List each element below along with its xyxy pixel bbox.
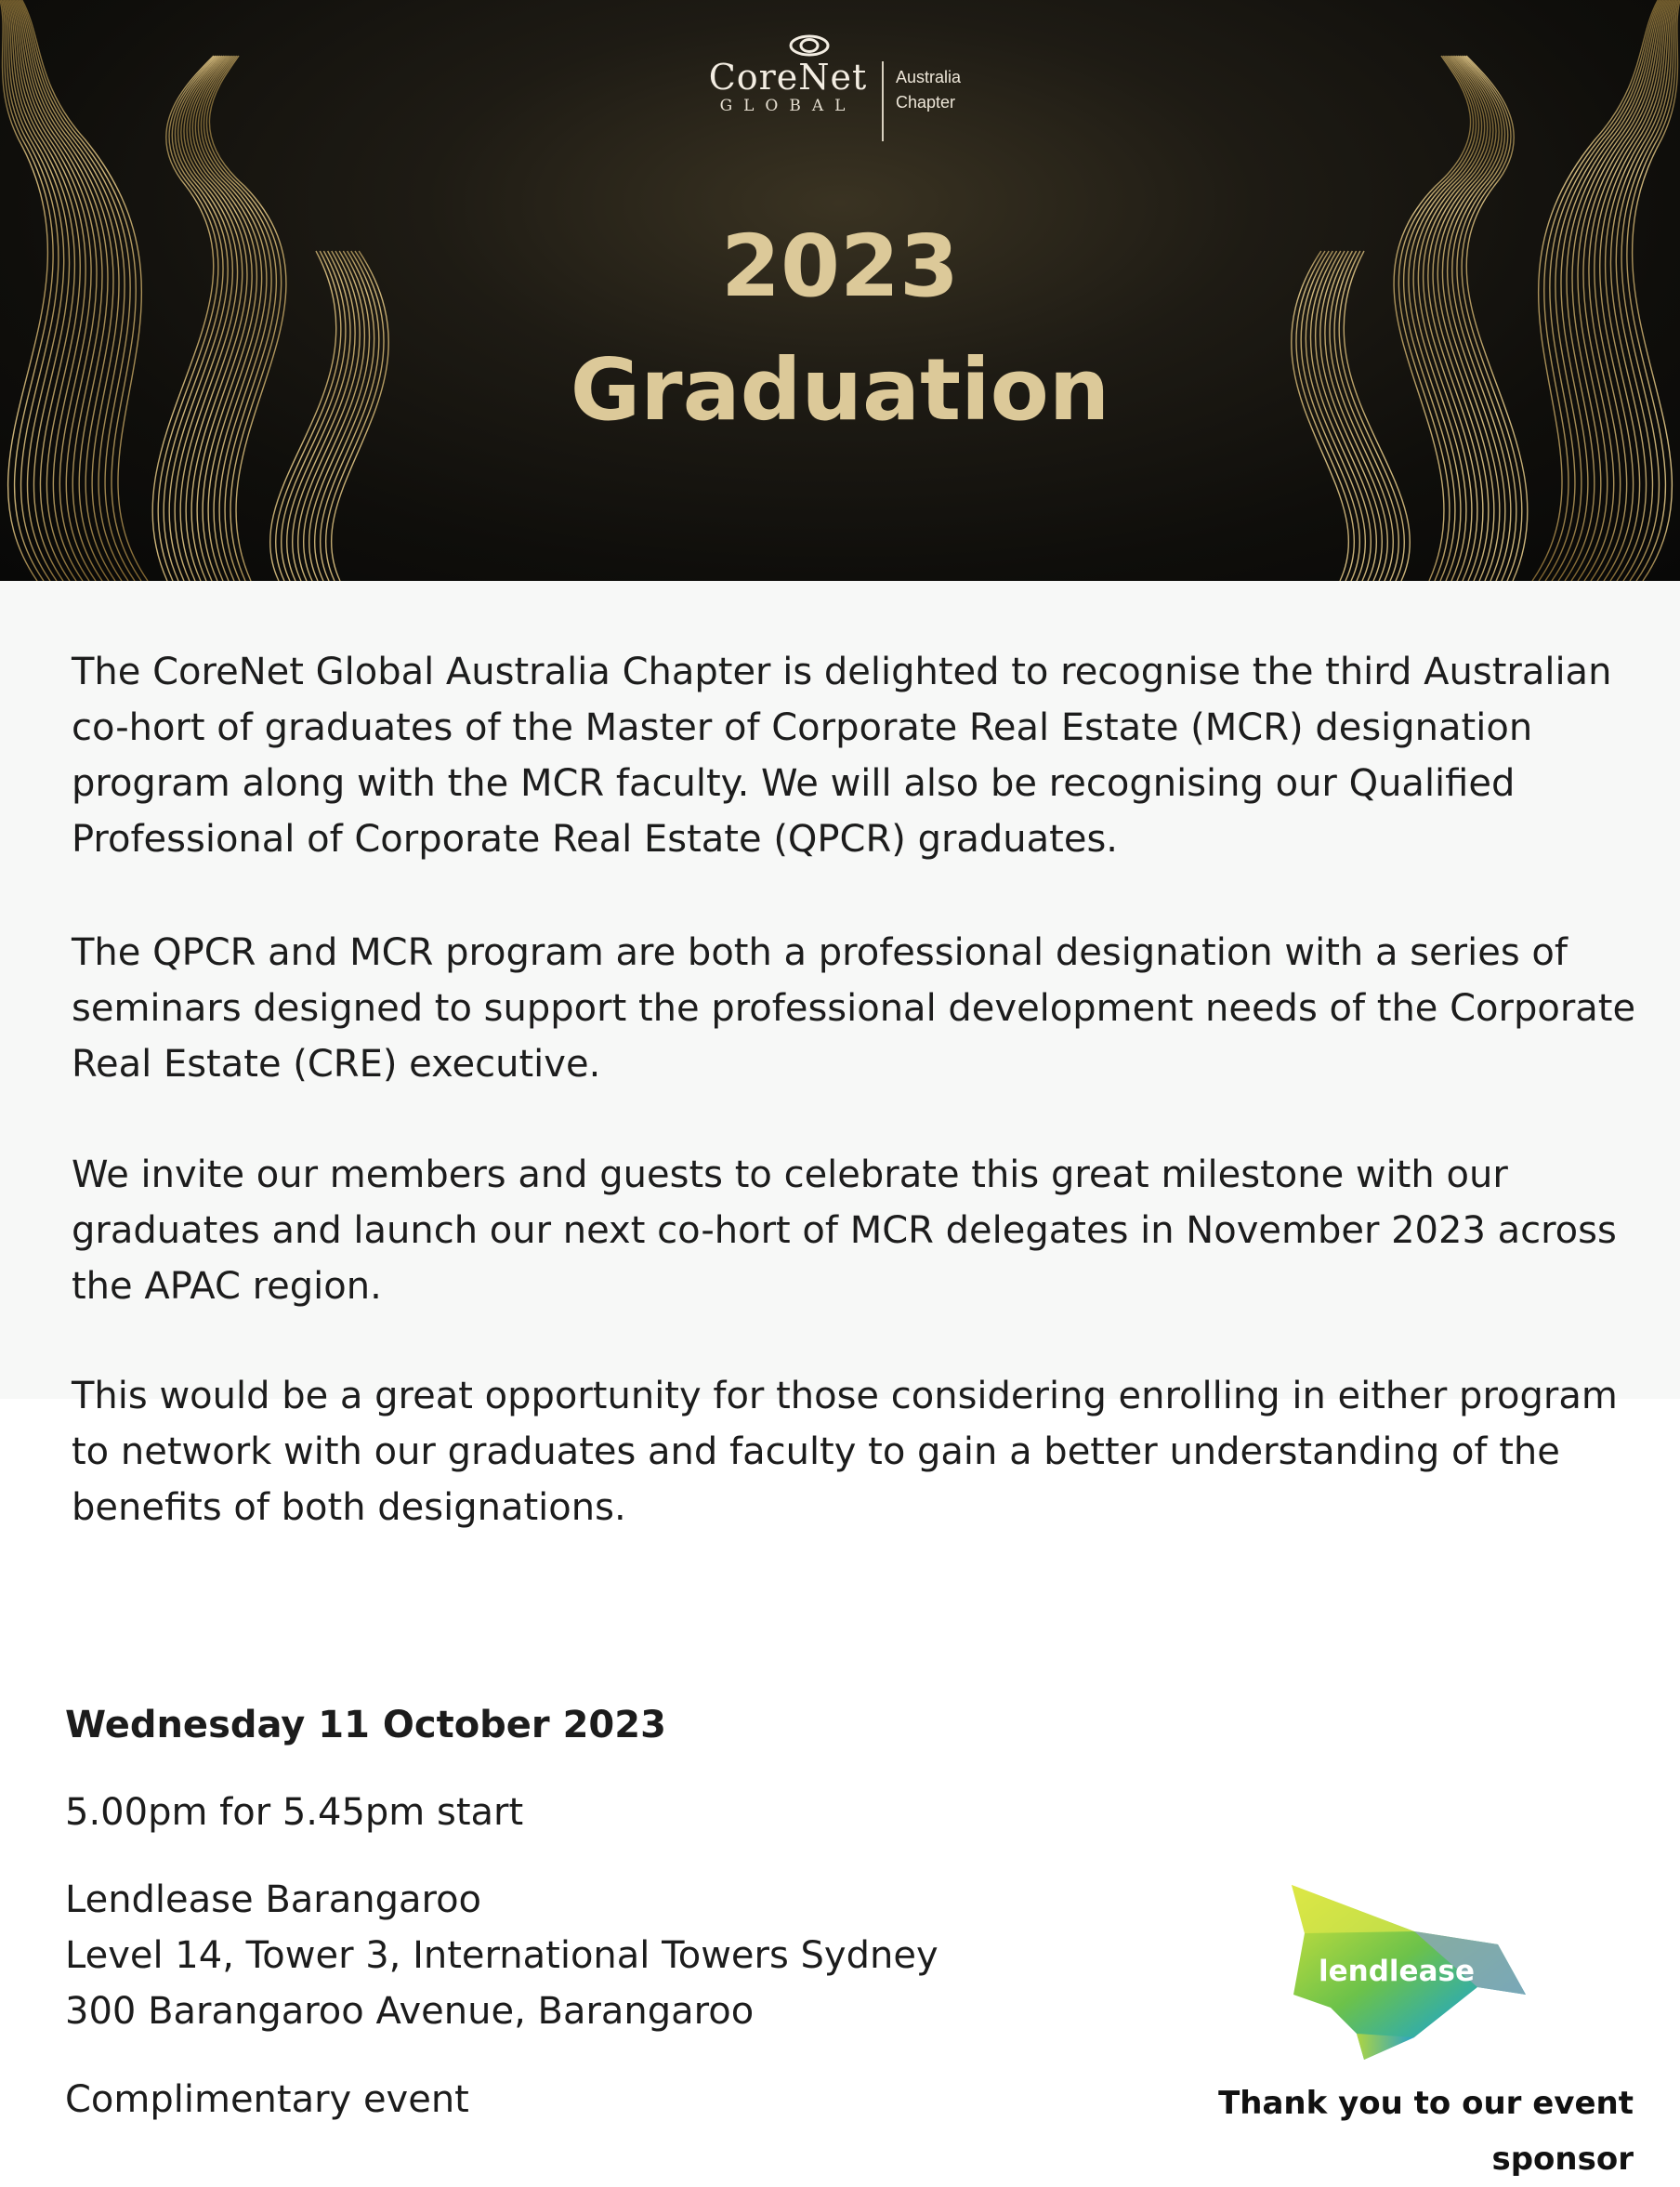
title-year: 2023 [720, 217, 960, 316]
venue-line: 300 Barangaroo Avenue, Barangaroo [65, 1990, 755, 2033]
event-venue [65, 1872, 938, 2039]
gold-wave-line [1398, 56, 1473, 581]
gold-wave-line [206, 56, 281, 581]
logo-brand-sub: GLOBAL [719, 97, 857, 115]
header-banner [0, 0, 1680, 581]
intro-paragraph: This would be a great opportunity for those considering enrolling in either program to network with our graduates and faculty to gain a better understanding of the benefits of both designations. [72, 1375, 1618, 1529]
event-time: 5.00pm for 5.45pm start [65, 1791, 524, 1834]
corenet-logo [706, 30, 985, 118]
gold-wave-line [203, 56, 276, 581]
sponsor-thanks: Thank you to our event sponsor [1218, 2085, 1634, 2178]
intro-paragraph: The QPCR and MCR program are both a professional designation with a series of seminars designed to support the professional development needs of the Corporate Real Estate (CRE) executive. [72, 931, 1636, 1086]
logo-chapter-line-1: Australia [896, 68, 962, 86]
logo-divider [882, 61, 884, 141]
lendlease-logo [1275, 1885, 1528, 2071]
intro-paragraph: The CoreNet Global Australia Chapter is delighted to recognise the third Australian co-hort of graduates of the Master of Corporate Real Estate (MCR) designation program along with the MCR faculty. We will also be recognising our Qualified Professional of Corporate Real Estate (QPCR) graduates. [72, 651, 1612, 861]
venue-line: Level 14, Tower 3, International Towers Sydney [65, 1934, 938, 1977]
gold-wave-line [158, 56, 218, 581]
gold-wave-line [1404, 56, 1477, 581]
event-cost: Complimentary event [65, 2078, 469, 2121]
venue-line: Lendlease Barangaroo [65, 1878, 482, 1921]
page-title: Graduation [570, 340, 1110, 440]
corenet-emblem-icon [788, 33, 831, 58]
logo-chapter-label [896, 65, 961, 115]
logo-chapter-line-2: Chapter [896, 93, 956, 112]
event-date: Wednesday 11 October 2023 [65, 1704, 666, 1746]
gold-wave-line [1462, 56, 1522, 581]
intro-paragraph: We invite our members and guests to celebrate this great milestone with our graduates and launch our next co-hort of MCR delegates in November 2023 across the APAC region. [72, 1153, 1617, 1308]
sponsor-logo-text: lendlease [1319, 1955, 1475, 1988]
logo-brand-name: CoreNet [708, 57, 868, 98]
